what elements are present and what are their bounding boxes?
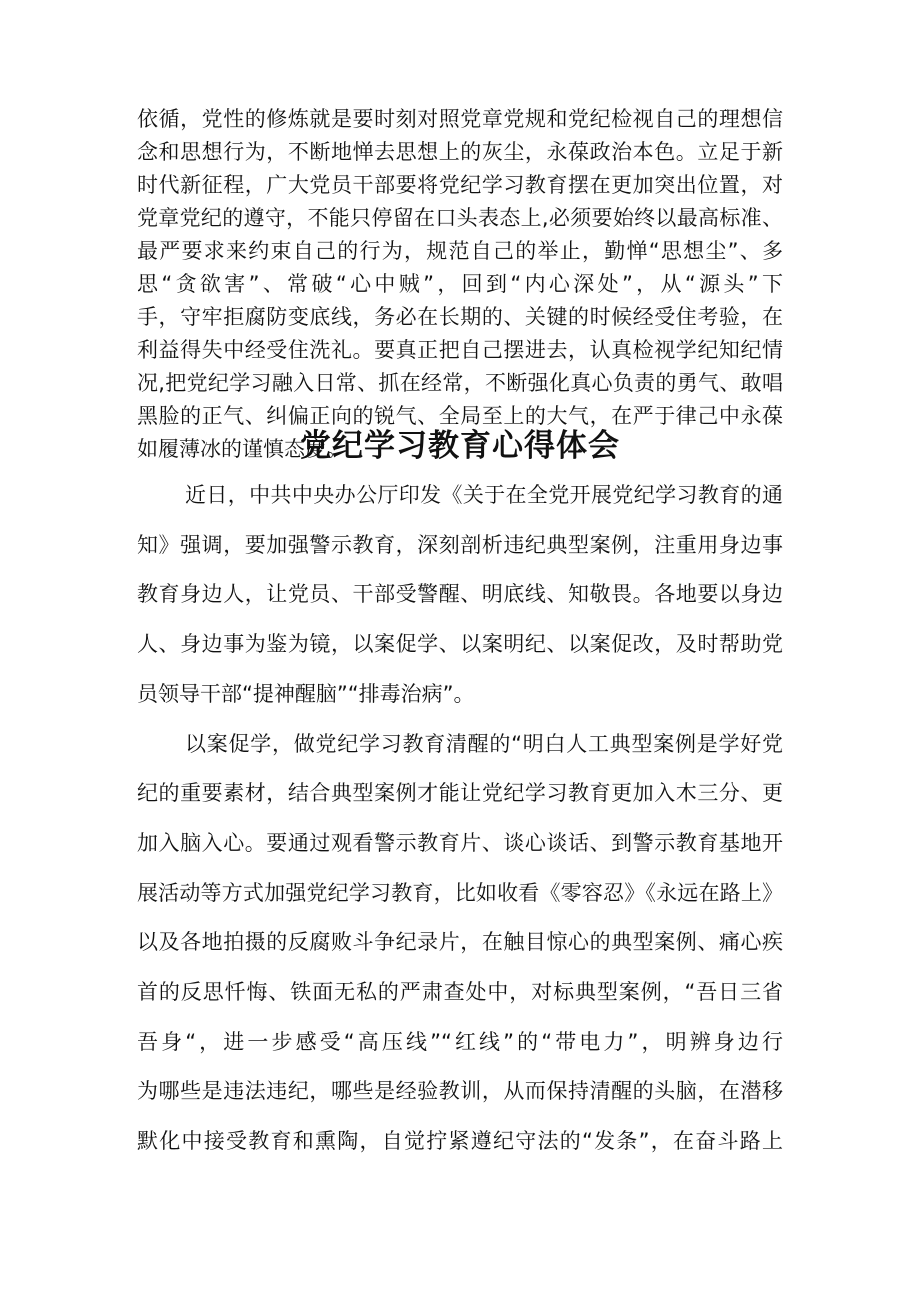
document-title: 党纪学习教育心得体会	[300, 428, 620, 464]
text-line: 思“贪欲害”、常破“心中贼”，回到“内心深处”，从“源头”下	[137, 272, 783, 296]
text-line: 知》强调，要加强警示教育，深刻剖析违纪典型案例，注重用身边事	[137, 532, 783, 557]
text-line: 纪的重要素材，结合典型案例才能让党纪学习教育更加入木三分、更	[137, 781, 783, 806]
text-line: 近日，中共中央办公厅印发《关于在全党开展党纪学习教育的通	[185, 483, 783, 507]
text-line: 员领导干部“提神醒脑”“排毒治病”。	[137, 681, 475, 706]
text-line: 黑脸的正气、纠偏正向的锐气、全局至上的大气，在严于律己中永葆	[137, 404, 783, 428]
text-line: 教育身边人，让党员、干部受警醒、明底线、知敬畏。各地要以身边	[137, 582, 783, 607]
text-line: 最严要求来约束自己的行为，规范自己的举止，勤惮“思想尘”、多	[137, 239, 783, 263]
text-line: 首的反思忏悔、铁面无私的严肃查处中，对标典型案例，“吾日三省	[137, 980, 783, 1004]
text-line: 时代新征程，广大党员干部要将党纪学习教育摆在更加突出位置，对	[137, 173, 783, 197]
text-line: 以案促学，做党纪学习教育清醒的“明白人工典型案例是学好党	[185, 731, 783, 756]
text-line: 以及各地拍摄的反腐败斗争纪录片，在触目惊心的典型案例、痛心疾	[137, 930, 783, 955]
text-line: 为哪些是违法违纪，哪些是经验教训，从而保持清醒的头脑，在潜移	[137, 1079, 783, 1104]
text-line: 加入脑入心。要通过观看警示教育片、谈心谈话、到警示教育基地开	[137, 830, 783, 855]
text-line: 吾身“，进一步感受“高压线”“红线”的“带电力”，明辨身边行	[137, 1029, 783, 1054]
text-line: 展活动等方式加强党纪学习教育，比如收看《零容忍》《永远在路上》	[137, 880, 783, 905]
text-line: 手，守牢拒腐防变底线，务必在长期的、关键的时候经受住考验，在	[137, 305, 783, 329]
text-line: 党章党纪的遵守，不能只停留在口头表态上,必须要始终以最高标准、	[137, 206, 783, 230]
text-line: 如履薄冰的谨慎态度。	[137, 437, 347, 461]
text-line: 利益得失中经受住洗礼。要真正把自己摆进去，认真检视学纪知纪情	[137, 338, 783, 362]
text-line: 况,把党纪学习融入日常、抓在经常，不断强化真心负责的勇气、敢唱	[137, 371, 783, 395]
text-line: 默化中接受教育和熏陶，自觉拧紧遵纪守法的“发条”，在奋斗路上	[137, 1129, 783, 1154]
text-line: 依循，党性的修炼就是要时刻对照党章党规和党纪检视自己的理想信	[137, 107, 783, 131]
text-line: 念和思想行为，不断地惮去思想上的灰尘，永葆政治本色。立足于新	[137, 140, 783, 164]
text-line: 人、身边事为鉴为镜，以案促学、以案明纪、以案促改，及时帮助党	[137, 632, 783, 657]
